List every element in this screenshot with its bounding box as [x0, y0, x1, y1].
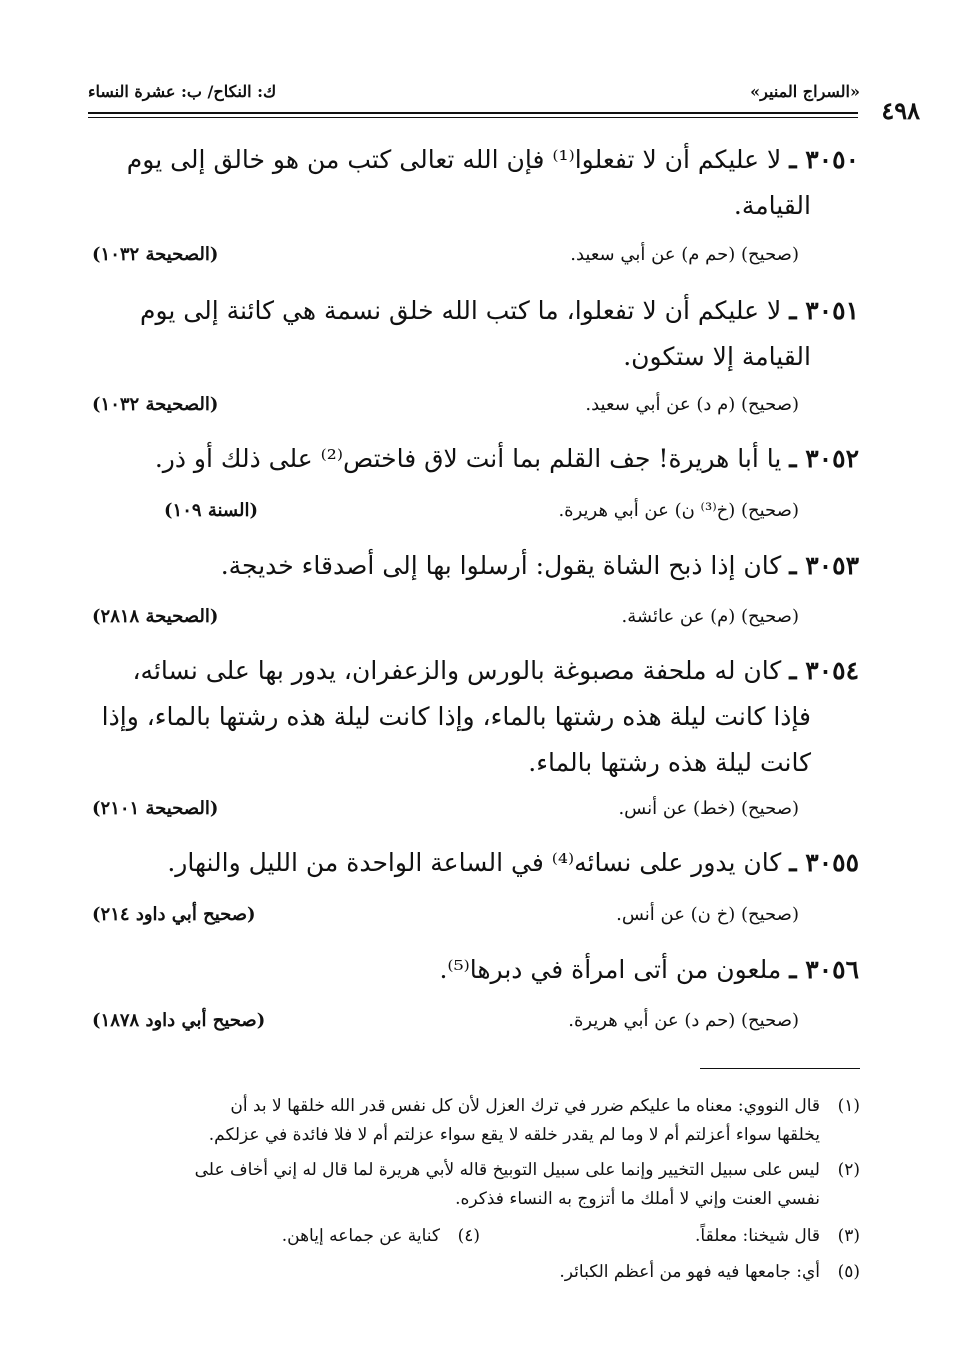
hadith-number: ٣٠٥٣ ـ [789, 551, 859, 580]
hadith-text-line: كانت ليلة هذه رشتها بالماء. [528, 748, 811, 777]
hadith-3052 [84, 436, 859, 482]
chapter-heading: ك: النكاح/ ب: عشرة النساء [88, 82, 277, 101]
footnote-4 [282, 1222, 480, 1251]
header-rule-thin [88, 117, 858, 118]
hadith-number: ٣٠٥٢ ـ [789, 444, 859, 473]
hadith-text-line: كان يدور على نسائه⁽⁴⁾ في الساعة الواحدة من الليل والنهار. [167, 848, 782, 877]
hadith-text-line: فإذا كانت ليلة هذه رشتها بالماء، وإذا كانت ليلة هذه رشتها بالماء، وإذا [101, 702, 811, 731]
hadith-3056-source [84, 1010, 859, 1040]
hadith-3053 [84, 543, 859, 589]
footnote-text-line: قال شيخنا: معلقاً. [695, 1226, 820, 1246]
footnote-text-line: أي: جامعها فيه فهو من أعظم الكبائر. [559, 1262, 820, 1282]
footnote-text-line: كناية عن جماعه إياهن. [281, 1226, 440, 1246]
hadith-text-line: كان له ملحفة مصبوغة بالورس والزعفران، يدور بها على نسائه، [132, 656, 782, 685]
hadith-text-line: يا أبا هريرة! جف القلم بما أنت لاق فاختص⁽²⁾ على ذلك أو ذر. [154, 444, 782, 473]
hadith-grade: (صحيح) (خط) عن أنس. [618, 798, 799, 819]
hadith-number: ٣٠٥٠ ـ [789, 145, 859, 174]
footnote-text-line: يخلقها سواء أعزلتم أم لا وما لم يقدر خلقه لا يقع سواء عزلتم أم لا فلا فائدة في عزلكم. [208, 1125, 820, 1145]
footnote-2 [88, 1156, 860, 1214]
hadith-reference: (صحيح أبي داود ١٨٧٨) [92, 1010, 266, 1031]
footnote-marker: (٤) [457, 1226, 480, 1246]
hadith-number: ٣٠٥١ ـ [789, 296, 859, 325]
hadith-grade: (صحيح) (حم د) عن أبي هريرة. [568, 1010, 799, 1031]
hadith-3055-source [84, 904, 859, 934]
footnote-text-line: قال النووي: معناه ما عليكم ضرر في ترك العزل لأن كل نفس قدر الله خلقها لا بد أن [230, 1096, 820, 1116]
footnote-5 [88, 1258, 860, 1287]
footnote-text-line: نفسي العنت وإني لا أملك ما أتزوج به النساء فذكره. [455, 1189, 820, 1209]
footnote-text-line: ليس على سبيل التخيير وإنما على سبيل التوبيخ قاله لأبي هريرة لما قال له إني أخاف على [194, 1160, 820, 1180]
hadith-reference: (الصحيحة ٢٨١٨) [92, 606, 219, 627]
page-number: ٤٩٨ [881, 96, 920, 125]
hadith-text-line: لا عليكم أن لا تفعلوا⁽¹⁾ فإن الله تعالى كتب من هو خالق إلى يوم [126, 145, 782, 174]
hadith-3050 [84, 137, 859, 229]
hadith-3054-source [84, 798, 859, 828]
hadith-reference: (صحيح أبي داود ٢١٤) [92, 904, 256, 925]
hadith-3052-source [84, 500, 859, 530]
footnote-marker: (٥) [837, 1262, 860, 1282]
hadith-reference: (الصحيحة ١٠٣٢) [92, 394, 219, 415]
hadith-reference: (الصحيحة ٢١٠١) [92, 798, 219, 819]
book-title: «السراج المنير» [750, 82, 860, 101]
hadith-3056 [84, 947, 859, 993]
hadith-number: ٣٠٥٥ ـ [789, 848, 859, 877]
hadith-reference: (الصحيحة ١٠٣٢) [92, 244, 219, 265]
hadith-3054 [84, 648, 859, 786]
footnote-marker: (١) [837, 1096, 860, 1116]
hadith-3051-source [84, 394, 859, 424]
hadith-reference: (السنة ١٠٩) [164, 500, 258, 521]
hadith-3051 [84, 288, 859, 380]
hadith-text-line: كان إذا ذبح الشاة يقول: أرسلوا بها إلى أصدقاء خديجة. [220, 551, 782, 580]
hadith-grade: (صحيح) (خ⁽³⁾ ن) عن أبي هريرة. [558, 500, 799, 521]
hadith-3055 [84, 840, 859, 886]
hadith-grade: (صحيح) (حم م) عن أبي سعيد. [570, 244, 799, 265]
footnote-3-4 [88, 1222, 860, 1251]
hadith-grade: (صحيح) (خ ن) عن أنس. [616, 904, 799, 925]
hadith-text-line: القيامة. [733, 191, 811, 220]
hadith-grade: (صحيح) (م د) عن أبي سعيد. [585, 394, 799, 415]
hadith-number: ٣٠٥٤ ـ [789, 656, 859, 685]
footnote-marker: (٣) [837, 1226, 860, 1246]
hadith-grade: (صحيح) (م) عن عائشة. [621, 606, 799, 627]
hadith-text-line: ملعون من أتى امرأة في دبرها⁽⁵⁾. [439, 955, 782, 984]
footnote-1 [88, 1092, 860, 1150]
hadith-number: ٣٠٥٦ ـ [789, 955, 859, 984]
footnote-marker: (٢) [837, 1160, 860, 1180]
hadith-3050-source [84, 244, 859, 274]
footnote-separator [700, 1068, 860, 1069]
hadith-text-line: القيامة إلا ستكون. [623, 342, 811, 371]
header-rule [88, 112, 858, 114]
hadith-3053-source [84, 606, 859, 636]
hadith-text-line: لا عليكم أن لا تفعلوا، ما كتب الله خلق نسمة هي كائنة إلى يوم [139, 296, 782, 325]
